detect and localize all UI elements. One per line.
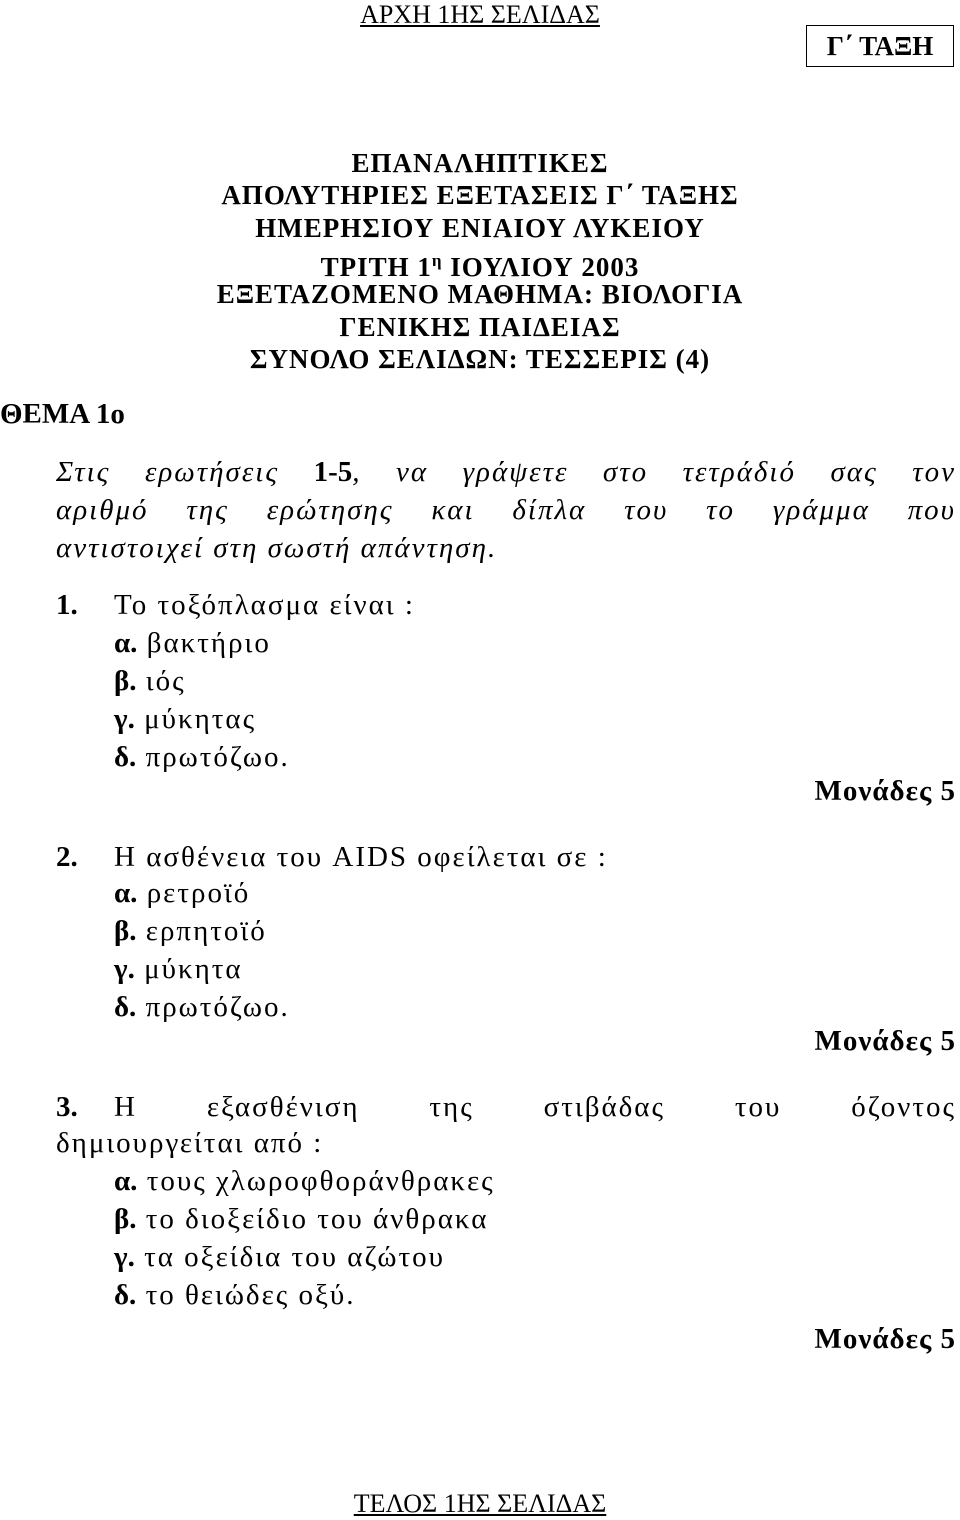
option-text: ρετροϊό [146,877,251,909]
question-1 [56,586,415,624]
option-letter: δ. [114,991,137,1023]
option-text: πρωτόζωο. [145,741,290,773]
question-3-text-line-1: Η εξασθένιση της στιβάδας του όζοντος [114,1091,956,1123]
question-3-option-d [114,1276,356,1314]
option-text: τα οξείδια του αζώτου [144,1241,446,1273]
question-2-option-c [114,950,243,988]
exam-title-line-3: ΗΜΕΡΗΣΙΟΥ ΕΝΙΑΙΟΥ ΛΥΚΕΙΟΥ [255,213,705,243]
question-1-option-a [114,624,271,662]
question-2 [56,838,608,876]
option-text: πρωτόζωο. [145,991,290,1023]
option-text: το διοξείδιο του άνθρακα [145,1203,489,1235]
instructions-line-1 [56,453,956,491]
instructions-line-3: αντιστοιχεί στη σωστή απάντηση. [56,532,498,564]
option-text: μύκητας [144,703,257,735]
instructions-line-2: αριθμό της ερώτησης και δίπλα του το γράμμα που [56,494,956,526]
exam-title-line-1: ΕΠΑΝΑΛΗΠΤΙΚΕΣ [351,148,609,178]
class-badge: Γ΄ ΤΑΞΗ [806,25,954,67]
question-3-number: 3. [56,1091,78,1123]
option-text: το θειώδες οξύ. [145,1279,356,1311]
question-2-option-b [114,912,267,950]
option-letter: α. [114,1165,138,1197]
date-suffix: ΙΟΥΛΙΟΥ 2003 [442,252,640,282]
exam-subject-line-2: ΓΕΝΙΚΗΣ ΠΑΙΔΕΙΑΣ [339,312,621,342]
question-1-marks: Μονάδες 5 [814,775,956,807]
option-letter: α. [114,877,138,909]
question-1-option-c [114,700,256,738]
question-2-option-a [114,874,250,912]
instructions-line-1-post: , να γράψετε στο τετράδιό σας τον [352,456,957,488]
question-3 [56,1088,956,1126]
instructions-line-1-pre: Στις ερωτήσεις [56,456,314,488]
question-2-marks: Μονάδες 5 [814,1025,956,1057]
page-header-label: ΑΡΧΗ 1ΗΣ ΣΕΛΙΔΑΣ [360,0,600,29]
date-prefix: ΤΡΙΤΗ 1 [320,252,432,282]
option-letter: β. [114,1203,137,1235]
question-3-text-line-2: δημιουργείται από : [56,1127,324,1159]
question-3-option-a [114,1162,495,1200]
option-text: ερπητοϊό [145,915,267,947]
theme-heading: ΘΕΜΑ 1ο [0,398,125,430]
question-3-option-b [114,1200,488,1238]
exam-title-line-2: ΑΠΟΛΥΤΗΡΙΕΣ ΕΞΕΤΑΣΕΙΣ Γ΄ ΤΑΞΗΣ [221,180,739,210]
question-2-number: 2. [56,841,78,873]
page-footer-label: ΤΕΛΟΣ 1ΗΣ ΣΕΛΙΔΑΣ [353,1489,607,1518]
exam-subject-line: ΕΞΕΤΑΖΟΜΕΝΟ ΜΑΘΗΜΑ: ΒΙΟΛΟΓΙΑ [216,279,744,309]
date-superscript: η [431,251,443,270]
question-2-text: Η ασθένεια του AIDS οφείλεται σε : [114,841,608,873]
exam-pages-line: ΣΥΝΟΛΟ ΣΕΛΙΔΩΝ: ΤΕΣΣΕΡΙΣ (4) [249,344,711,374]
option-text: τους χλωροφθοράνθρακες [146,1165,495,1197]
instructions-range: 1-5 [313,456,353,488]
option-letter: β. [114,915,137,947]
option-letter: γ. [114,1241,135,1273]
question-1-option-b [114,662,186,700]
question-3-option-c [114,1238,445,1276]
option-letter: γ. [114,703,135,735]
question-2-option-d [114,988,290,1026]
option-letter: δ. [114,1279,137,1311]
question-1-text: Το τοξόπλασμα είναι : [114,589,415,621]
option-text: μύκητα [144,953,243,985]
question-3-marks: Μονάδες 5 [814,1323,956,1355]
option-text: βακτήριο [146,627,271,659]
question-1-option-d [114,738,290,776]
option-letter: α. [114,627,138,659]
question-1-number: 1. [56,589,78,621]
option-letter: δ. [114,741,137,773]
option-letter: γ. [114,953,135,985]
option-letter: β. [114,665,137,697]
option-text: ιός [145,665,186,697]
